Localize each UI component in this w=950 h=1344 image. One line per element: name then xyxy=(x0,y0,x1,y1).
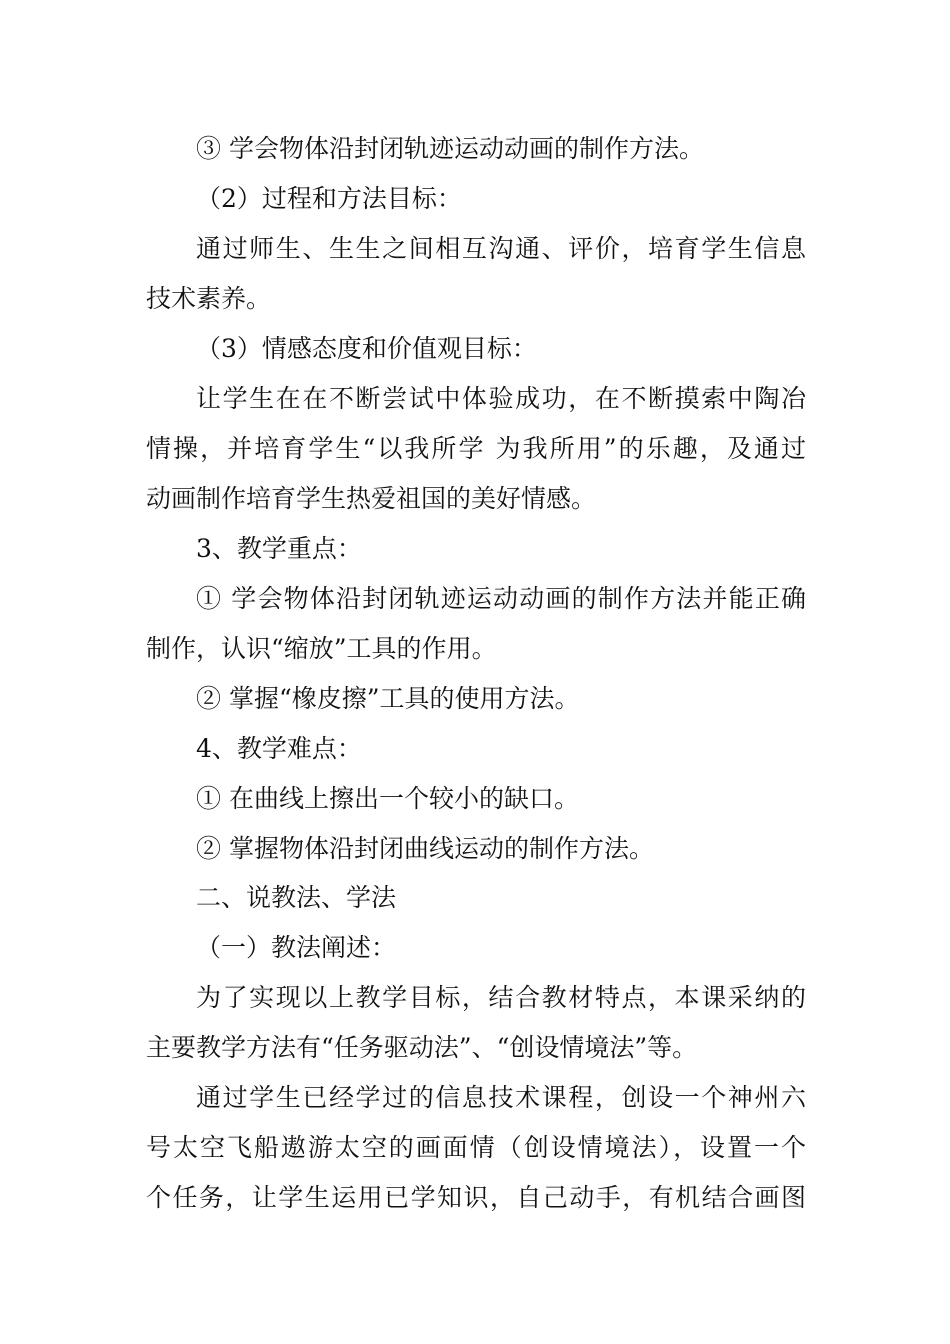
text-line: ① 学会物体沿封闭轨迹运动动画的制作方法并能正确 xyxy=(196,584,806,613)
text-line: 通过学生已经学过的信息技术课程，创设一个神州六 xyxy=(196,1083,806,1112)
text-line: 技术素养。 xyxy=(146,284,272,313)
text-line: 个任务，让学生运用已学知识，自己动手，有机结合画图 xyxy=(146,1183,806,1212)
text-line: 3、教学重点： xyxy=(196,534,362,563)
text-line: （一）教法阐述： xyxy=(196,933,397,962)
text-line: 主要教学方法有“任务驱动法”、“创设情境法”等。 xyxy=(146,1033,698,1062)
text-line: 制作，认识“缩放”工具的作用。 xyxy=(146,634,497,663)
text-line: 为了实现以上教学目标，结合教材特点，本课采纳的 xyxy=(196,983,806,1012)
text-line: ② 掌握物体沿封闭曲线运动的制作方法。 xyxy=(196,834,654,863)
text-line: （3）情感态度和价值观目标： xyxy=(196,334,537,363)
text-line: 情操，并培育学生“以我所学 为我所用”的乐趣，及通过 xyxy=(146,434,806,463)
text-line: 二、说教法、学法 xyxy=(196,883,397,912)
text-line: ③ 学会物体沿封闭轨迹运动动画的制作方法。 xyxy=(196,134,704,163)
text-line: 4、教学难点： xyxy=(196,734,362,763)
text-line: ① 在曲线上擦出一个较小的缺口。 xyxy=(196,784,579,813)
text-line: 号太空飞船遨游太空的画面情（创设情境法），设置一个 xyxy=(146,1133,806,1162)
text-line: 通过师生、生生之间相互沟通、评价，培育学生信息 xyxy=(196,234,806,263)
text-line: 动画制作培育学生热爱祖国的美好情感。 xyxy=(146,484,597,513)
text-line: （2）过程和方法目标： xyxy=(196,184,462,213)
text-line: ② 掌握“橡皮擦”工具的使用方法。 xyxy=(196,684,580,713)
text-line: 让学生在在不断尝试中体验成功，在不断摸索中陶冶 xyxy=(196,384,806,413)
